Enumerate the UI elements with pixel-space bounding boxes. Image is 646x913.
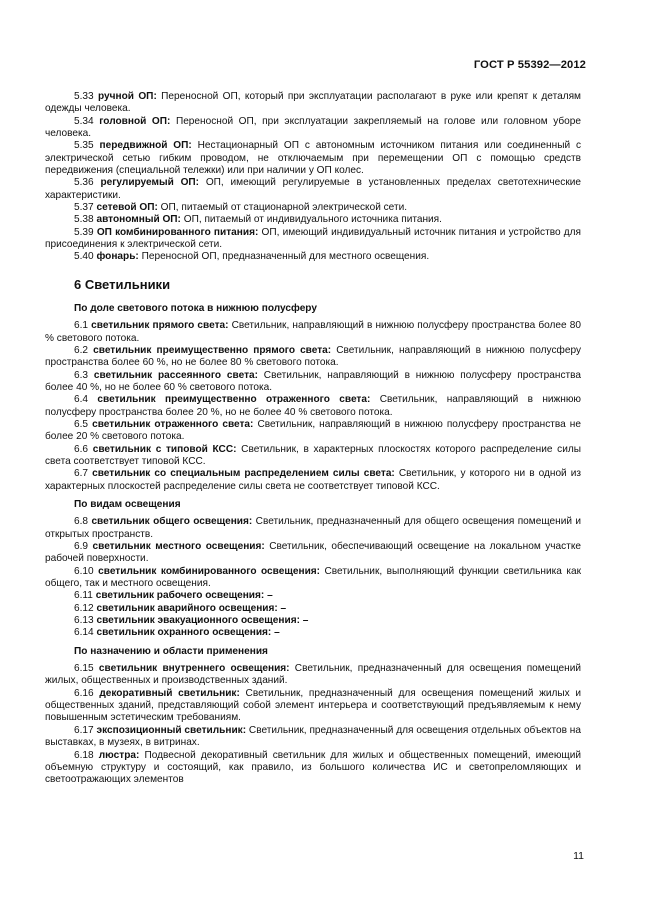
section-6-item (45, 468, 581, 493)
item-term: экспозиционный светильник: (96, 724, 247, 736)
item-term: светильник преимущественно отраженного света: (97, 394, 371, 406)
item-definition: ОП, имеющий регулируемые в установленных пределах светотехнические характеристики. (45, 177, 581, 201)
item-number: 6.18 (74, 749, 94, 761)
document-code: ГОСТ Р 55392—2012 (473, 59, 586, 71)
section-6-item (45, 663, 581, 688)
item-term: головной ОП: (99, 115, 171, 127)
item-number: 5.36 (74, 177, 94, 189)
section-6-title: 6 Светильники (74, 276, 171, 292)
item-term: светильник внутреннего освещения: (98, 663, 290, 675)
document-body (45, 91, 581, 787)
item-number: 6.15 (74, 663, 94, 675)
item-number: 6.8 (74, 516, 89, 528)
item-number: 5.40 (74, 251, 94, 263)
item-number: 6.10 (74, 565, 94, 577)
section-5-item (45, 91, 581, 116)
item-number: 6.1 (74, 320, 89, 332)
section-5-item (45, 251, 581, 263)
item-number: 6.6 (74, 443, 89, 455)
item-definition: ОП, имеющий индивидуальный источник питания и устройство для присоединения к электрической сети. (45, 226, 581, 251)
section-6-item (45, 590, 581, 602)
item-definition: Подвесной декоративный светильник для жилых и общественных помещений, имеющий объемную структуру и состоящий, как правило, из большого количества ИС и светопреломляющих и светоотражающих элементов (45, 749, 581, 786)
item-term: светильник местного освещения: (92, 541, 265, 552)
section-6-item (45, 627, 581, 639)
section-6-item (45, 419, 581, 444)
item-definition: Светильник, предназначенный для освещения помещений жилых, общественных и производственных зданий. (45, 663, 581, 687)
item-definition: Светильник, выполняющий функции светильника как общего, так и местного освещения. (45, 565, 582, 590)
item-definition: Нестационарный ОП с автономным источником питания или соединенный с электрической сетью гибким проводом, не отключаемым при перемещении ОП с помощью средств передвижения (специальной тележки) или при наличии у ОП колес. (45, 140, 581, 177)
item-term: автономный ОП: (96, 214, 181, 226)
item-definition: Светильник, направляющий в нижнюю полусферу пространства не более 20 % светового потока. (45, 418, 581, 443)
group-heading: По видам освещения (74, 498, 181, 510)
group-heading: По назначению и области применения (74, 645, 268, 657)
item-term: светильник с типовой КСС: (92, 443, 237, 455)
section-6-groups (45, 303, 581, 787)
section-6-item (45, 615, 581, 627)
item-number: 6.7 (74, 468, 89, 480)
section-5-item (45, 140, 581, 177)
item-definition: Светильник, предназначенный для общего освещения помещений и открытых пространств. (45, 516, 582, 540)
item-number: 5.38 (74, 214, 94, 226)
item-number: 5.37 (74, 202, 94, 214)
section-6-item (45, 516, 581, 541)
item-number: 6.4 (74, 394, 89, 406)
item-term: светильник прямого света: (91, 320, 229, 332)
item-term: фонарь: (96, 251, 139, 263)
item-number: 6.16 (74, 687, 94, 699)
section-5-continuation (45, 91, 581, 264)
item-number: 5.33 (74, 91, 94, 102)
item-term: светильник рабочего освещения: – (95, 590, 273, 602)
item-term: светильник отраженного света: (92, 418, 254, 430)
item-definition: Переносной ОП, предназначенный для местного освещения. (138, 251, 430, 263)
item-term: ручной ОП: (98, 91, 157, 102)
section-5-item (45, 177, 581, 202)
section-6-item (45, 566, 581, 591)
section-6-item (45, 750, 581, 787)
item-term: люстра: (98, 749, 140, 761)
item-definition: ОП, питаемый от индивидуального источника питания. (180, 214, 442, 226)
item-term: светильник эвакуационного освещения: – (96, 615, 309, 627)
section-6-item (45, 444, 581, 469)
group-heading: По доле светового потока в нижнюю полусферу (74, 302, 317, 314)
item-definition: Светильник, у которого ни в одной из характерных плоскостей распределение силы света не соответствует типовой КСС. (45, 468, 581, 492)
item-number: 6.14 (74, 627, 94, 639)
section-6-item (45, 603, 581, 615)
item-definition: Светильник, предназначенный для освещения помещений жилых и общественных зданий, представляющий собой элемент интерьера и соответствующий предъявляемым к нему повышенным эстетическим требованиям. (45, 687, 581, 724)
item-term: светильник охранного освещения: – (96, 627, 280, 639)
page-number: 11 (573, 850, 584, 862)
item-term: регулируемый ОП: (100, 177, 200, 189)
item-number: 6.9 (74, 541, 89, 552)
section-6-item (45, 394, 581, 419)
section-5-item (45, 227, 581, 252)
item-definition: Светильник, обеспечивающий освещение на локальном участке рабочей поверхности. (45, 541, 581, 565)
section-5-item (45, 116, 581, 141)
section-6-item (45, 345, 581, 370)
item-definition: Переносной ОП, который при эксплуатации располагают в руке или крепят к деталям одежды человека. (45, 91, 581, 115)
item-number: 5.35 (74, 140, 94, 152)
item-term: светильник преимущественно прямого света: (93, 344, 332, 356)
section-6-item (45, 725, 581, 750)
item-definition: Светильник, направляющий в нижнюю полусферу пространства более 60 %, но не более 80 % светового потока. (45, 344, 581, 369)
item-definition: Светильник, в характерных плоскостях которого распределение силы света соответствует типовой КСС. (45, 443, 582, 467)
item-number: 6.17 (74, 724, 94, 736)
item-number: 6.3 (74, 369, 89, 381)
item-term: светильник со специальным распределением силы света: (92, 468, 395, 480)
item-number: 5.39 (74, 226, 94, 238)
item-term: ОП комбинированного питания: (96, 226, 259, 238)
item-term: светильник комбинированного освещения: (98, 565, 321, 577)
section-5-item (45, 202, 581, 214)
item-definition: Переносной ОП, при эксплуатации закрепляемый на голове или головном уборе человека. (45, 115, 582, 140)
item-term: передвижной ОП: (99, 140, 192, 152)
item-number: 6.13 (74, 615, 94, 627)
item-definition: Светильник, направляющий в нижнюю полусферу пространства более 40 %, но не более 60 % светового потока. (45, 369, 581, 393)
item-number: 6.2 (74, 344, 89, 356)
item-term: сетевой ОП: (96, 202, 158, 214)
item-number: 6.11 (74, 590, 93, 602)
section-6-item (45, 320, 581, 345)
item-definition: ОП, питаемый от стационарной электрической сети. (157, 202, 408, 214)
item-term: светильник рассеянного света: (93, 369, 258, 381)
item-number: 6.12 (74, 602, 94, 614)
item-term: светильник общего освещения: (91, 516, 253, 528)
item-definition: Светильник, предназначенный для освещения отдельных объектов на выставках, в музеях, в витринах. (45, 724, 581, 749)
item-number: 5.34 (74, 115, 94, 127)
item-definition: Светильник, направляющий в нижнюю полусферу пространства более 20 %, но не более 40 % светового потока. (45, 394, 582, 418)
section-6-item (45, 370, 581, 395)
item-term: светильник аварийного освещения: – (96, 602, 287, 614)
section-6-item (45, 541, 581, 566)
item-term: декоративный светильник: (99, 687, 240, 699)
item-number: 6.5 (74, 418, 89, 430)
section-6-item (45, 688, 581, 725)
item-definition: Светильник, направляющий в нижнюю полусферу пространства более 80 % светового потока. (45, 320, 581, 344)
section-5-item (45, 214, 581, 226)
